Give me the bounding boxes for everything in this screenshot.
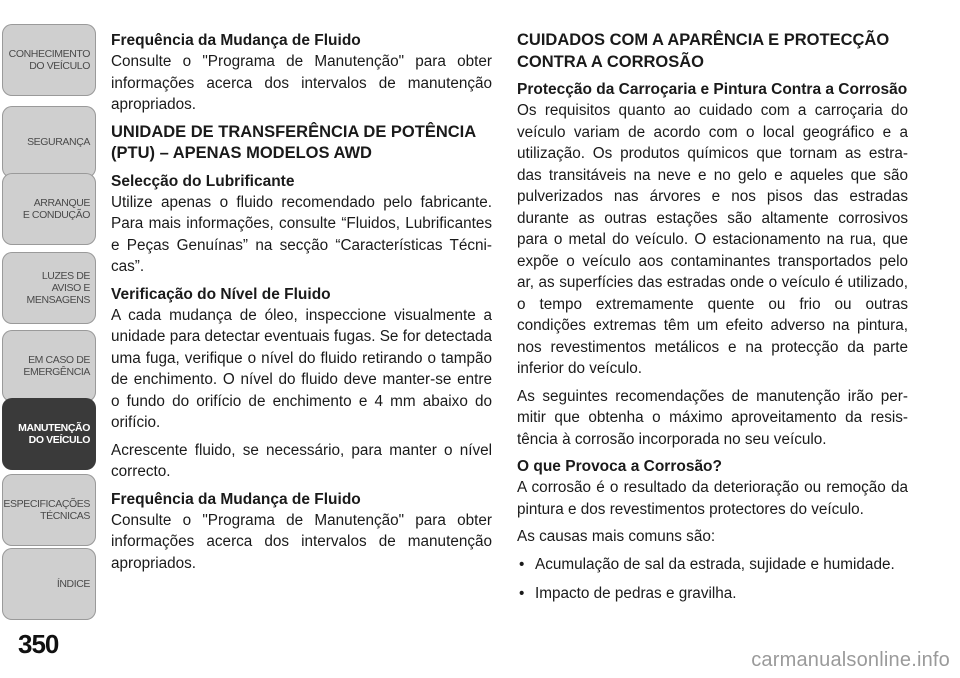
tab-label: LUZES DE [41, 270, 90, 282]
paragraph: Os requisitos quanto ao cuidado com a carroçaria do veículo variam de acordo com o local geográfico e a utilização. Os produtos químicos que tornam as estra-das transitáveis na neve e no gelo e aqueles que são pulverizados nas árvores e nos pisos das estradas durante as outras estações são altamente corrosivos para o metal do veículo. O estacionamento na rua, que expõe o veículo aos contaminantes transportados pelo ar, as superfícies das estradas onde o veículo é utilizado, o tempo extremamente quente ou frio ou outras condições extremas têm um efeito adverso na pintura, nos revestimentos metálicos e na protecção da parte inferior do veículo. [517, 102, 908, 377]
tab-label: MENSAGENS [26, 294, 90, 306]
tab-luzes-de-aviso[interactable] [2, 252, 96, 324]
left-column [111, 30, 492, 580]
list-item: • Acumulação de sal da estrada, sujidade e humidade. [517, 554, 908, 576]
subheading: Protecção da Carroçaria e Pintura Contra a Corrosão [517, 81, 908, 98]
bullet-list [517, 554, 908, 605]
watermark: carmanualsonline.info [751, 649, 950, 671]
paragraph: Consulte o "Programa de Manutenção" para obter informações acerca dos intervalos de manutenção apropriados. [111, 511, 492, 572]
right-column [517, 30, 908, 613]
section-title: CUIDADOS COM A APARÊNCIA E PROTECÇÃO CONTRA A CORROSÃO [517, 31, 890, 71]
list-item: • Impacto de pedras e gravilha. [517, 583, 908, 605]
tab-label: E CONDUÇÃO [22, 209, 90, 221]
paragraph: As causas mais comuns são: [517, 528, 716, 545]
tab-conhecimento-do-veiculo[interactable] [2, 24, 96, 96]
subheading: O que Provoca a Corrosão? [517, 458, 722, 475]
page-number: 350 [18, 629, 59, 659]
paragraph: As seguintes recomendações de manutenção irão per-mitir que obtenha o máximo aproveitamento da resis-tência à corrosão incorporada no seu veículo. [517, 387, 908, 448]
tab-label: TÉCNICAS [40, 510, 90, 522]
tab-em-caso-de-emergencia[interactable] [2, 330, 96, 402]
paragraph: A corrosão é o resultado da deterioração ou remoção da pintura e dos revestimentos protectores do veículo. [517, 479, 908, 518]
tab-seguranca[interactable] [2, 106, 96, 178]
paragraph: A cada mudança de óleo, inspeccione visualmente a unidade para detectar eventuais fugas. Se for detectada uma fuga, verifique o nível do fluido retirando o tampão de enchimento. O nível do fluido deve manter-se entre o fundo do orifício de enchimento e 4 mm abaixo do orifício. [111, 306, 492, 431]
subheading: Frequência da Mudança de Fluido [111, 490, 361, 508]
tab-indice[interactable] [2, 548, 96, 620]
tab-label: CONHECIMENTO [8, 48, 90, 60]
subheading: Verificação do Nível de Fluido [111, 285, 331, 303]
tab-label: EMERGÊNCIA [23, 366, 90, 378]
subheading: Selecção do Lubrificante [111, 172, 295, 190]
tab-label: AVISO E [51, 282, 90, 294]
tab-label: ESPECIFICAÇÕES [3, 498, 90, 510]
tab-especificacoes-tecnicas[interactable] [2, 474, 96, 546]
tab-manutencao-do-veiculo[interactable] [2, 398, 96, 470]
section-title: UNIDADE DE TRANSFERÊNCIA DE POTÊNCIA (PTU) – APENAS MODELOS AWD [111, 122, 476, 162]
subheading: Frequência da Mudança de Fluido [111, 32, 361, 49]
paragraph: Consulte o "Programa de Manutenção" para obter informações acerca dos intervalos de manutenção apropriados. [111, 53, 492, 113]
tab-label: DO VEÍCULO [29, 60, 90, 72]
tab-label: ARRANQUE [33, 197, 90, 209]
tab-label: ÍNDICE [56, 578, 90, 590]
tab-label: DO VEÍCULO [28, 434, 90, 446]
tab-label: EM CASO DE [28, 354, 90, 366]
tab-label: MANUTENÇÃO [18, 422, 90, 434]
paragraph: Utilize apenas o fluido recomendado pelo fabricante. Para mais informações, consulte “Fluidos, Lubrificantes e Peças Genuínas” na secção “Características Técni-cas”. [111, 193, 492, 275]
paragraph: Acrescente fluido, se necessário, para manter o nível correcto. [111, 441, 492, 480]
chapter-tabs [0, 0, 100, 678]
tab-label: SEGURANÇA [27, 136, 90, 148]
tab-arranque-e-conducao[interactable] [2, 173, 96, 245]
